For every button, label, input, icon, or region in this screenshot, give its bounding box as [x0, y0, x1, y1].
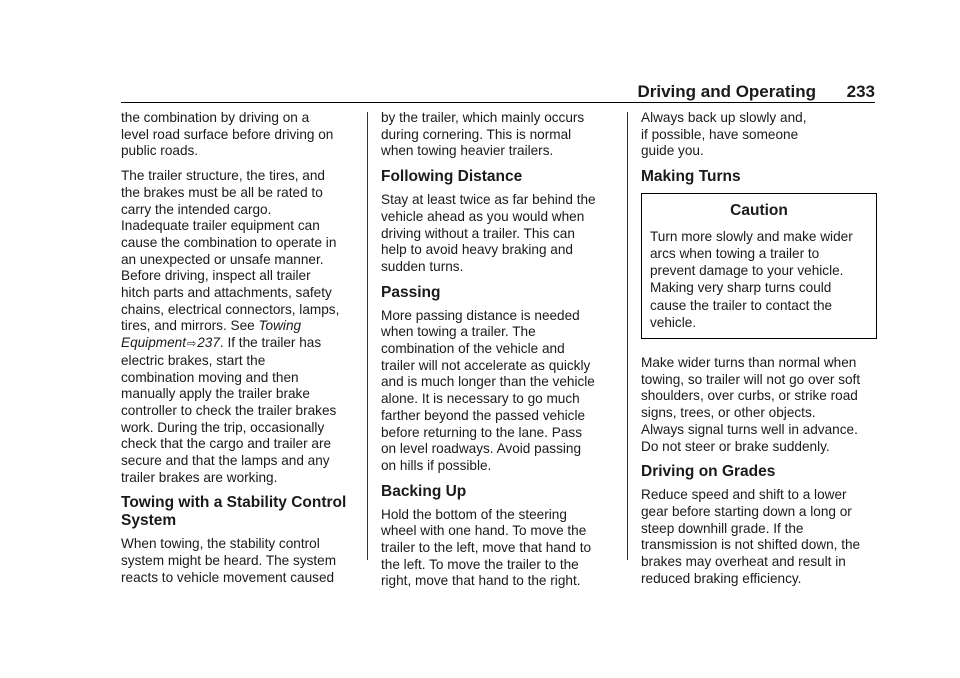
column-divider-1: [367, 112, 368, 560]
text-line: trailer will not accelerate as quickly: [381, 357, 591, 373]
text-line: transmission is not shifted down, the: [641, 537, 861, 553]
paragraph-making-turns: [641, 355, 877, 455]
xref-towing-equipment-link-cont[interactable]: Equipment: [121, 335, 186, 351]
text-line: level road surface before driving on: [121, 126, 334, 142]
column-3: [641, 110, 877, 595]
heading-line: System: [121, 512, 177, 530]
text-line: alone. It is necessary to go much: [381, 391, 580, 407]
text-line: When towing, the stability control: [121, 536, 320, 552]
xref-lead-text: tires, and mirrors. See: [121, 318, 259, 334]
paragraph-trailer-structure: [121, 168, 357, 486]
text-line: public roads.: [121, 143, 199, 159]
text-line: electric brakes, start the: [121, 352, 266, 368]
page-reference-arrow-icon: ⇨: [187, 338, 197, 351]
text-line: Inadequate trailer equipment can: [121, 218, 320, 234]
text-line: towing, so trailer will not go over soft: [641, 371, 861, 387]
caution-title: Caution: [730, 202, 788, 220]
paragraph-stability-control: [121, 536, 357, 586]
text-line: Hold the bottom of the steering: [381, 506, 567, 522]
text-line: Reduce speed and shift to a lower: [641, 487, 847, 503]
text-line: cause the trailer to contact the: [650, 297, 833, 313]
text-line: reacts to vehicle movement caused: [121, 569, 335, 585]
heading-making-turns: Making Turns: [641, 168, 741, 186]
xref-trail-text: . If the trailer has: [219, 335, 322, 351]
text-line: before returning to the lane. Pass: [381, 424, 583, 440]
text-line: by the trailer, which mainly occurs: [381, 110, 585, 125]
text-line: combination moving and then: [121, 369, 299, 385]
text-line: driving without a trailer. This can: [381, 225, 575, 241]
text-line: steep downhill grade. If the: [641, 520, 804, 536]
text-line: an unexpected or unsafe manner.: [121, 251, 324, 267]
column-divider-2: [627, 112, 628, 560]
text-line: if possible, have someone: [641, 126, 799, 142]
paragraph-stability-cont: [381, 110, 617, 160]
text-line: sudden turns.: [381, 258, 464, 274]
text-line: cause the combination to operate in: [121, 234, 337, 250]
text-line: gear before starting down a long or: [641, 503, 852, 519]
text-line: combination of the vehicle and: [381, 341, 565, 357]
heading-line: Towing with a Stability Control: [121, 494, 347, 512]
text-line: on level roadways. Avoid passing: [381, 441, 582, 457]
text-line: the left. To move the trailer to the: [381, 556, 579, 572]
text-line: prevent damage to your vehicle.: [650, 263, 844, 279]
text-line: on hills if possible.: [381, 457, 492, 473]
text-line: controller to check the trailer brakes: [121, 402, 337, 418]
paragraph-passing: [381, 308, 617, 475]
text-line: the combination by driving on a: [121, 110, 310, 125]
heading-passing: Passing: [381, 283, 441, 301]
text-line: Always back up slowly and,: [641, 110, 807, 125]
text-line: shoulders, over curbs, or strike road: [641, 388, 858, 404]
paragraph-following-distance: [381, 192, 617, 276]
text-line: trailer to the left, move that hand to: [381, 540, 592, 556]
xref-page-number[interactable]: 237: [197, 335, 220, 351]
heading-backing-up: Backing Up: [381, 482, 467, 500]
text-line: when towing heavier trailers.: [381, 143, 554, 159]
text-line: Turn more slowly and make wider: [650, 228, 853, 244]
heading-following-distance: Following Distance: [381, 168, 523, 186]
text-line: guide you.: [641, 143, 704, 159]
header-rule: [121, 102, 875, 103]
text-line: More passing distance is needed: [381, 307, 580, 323]
text-line: Before driving, inspect all trailer: [121, 268, 311, 284]
text-line: wheel with one hand. To move the: [381, 523, 587, 539]
text-line: right, move that hand to the right.: [381, 573, 581, 589]
text-line: Do not steer or brake suddenly.: [641, 438, 830, 454]
text-line: work. During the trip, occasionally: [121, 419, 325, 435]
heading-driving-on-grades: Driving on Grades: [641, 463, 776, 481]
text-line: arcs when towing a trailer to: [650, 246, 820, 262]
column-1: [121, 110, 357, 595]
text-line: and is much longer than the vehicle: [381, 374, 595, 390]
text-line: during cornering. This is normal: [381, 126, 572, 142]
paragraph-backing-cont: [641, 110, 877, 160]
text-line: farther beyond the passed vehicle: [381, 407, 586, 423]
text-line: [121, 335, 357, 353]
text-line: when towing a trailer. The: [381, 324, 536, 340]
paragraph-driving-on-grades: [641, 487, 877, 587]
text-line: chains, electrical connectors, lamps,: [121, 301, 340, 317]
text-line: hitch parts and attachments, safety: [121, 285, 332, 301]
section-title: Driving and Operating: [637, 82, 816, 101]
text-line: [121, 318, 357, 335]
text-line: carry the intended cargo.: [121, 201, 272, 217]
text-line: Making very sharp turns could: [650, 280, 832, 296]
text-line: check that the cargo and trailer are: [121, 436, 332, 452]
caution-body: [650, 228, 868, 331]
paragraph-combination-test: [121, 110, 357, 160]
text-line: reduced braking efficiency.: [641, 570, 802, 586]
text-line: help to avoid heavy braking and: [381, 242, 573, 258]
column-2: [381, 110, 617, 598]
text-line: system might be heard. The system: [121, 553, 337, 569]
text-line: The trailer structure, the tires, and: [121, 168, 325, 184]
text-line: Make wider turns than normal when: [641, 355, 857, 371]
text-line: vehicle ahead as you would when: [381, 208, 585, 224]
text-line: signs, trees, or other objects.: [641, 405, 816, 421]
text-line: manually apply the trailer brake: [121, 386, 310, 402]
text-line: Stay at least twice as far behind the: [381, 192, 596, 208]
text-line: vehicle.: [650, 314, 697, 330]
page-number: 233: [846, 82, 875, 101]
text-line: brakes may overheat and result in: [641, 554, 846, 570]
text-line: the brakes must be all be rated to: [121, 184, 323, 200]
xref-towing-equipment-link[interactable]: Towing: [258, 318, 302, 334]
text-line: Always signal turns well in advance.: [641, 421, 858, 437]
text-line: secure and that the lamps and any: [121, 453, 330, 469]
paragraph-backing-up: [381, 507, 617, 591]
heading-towing-stability-control: [121, 494, 357, 530]
caution-box: [641, 193, 877, 339]
text-line: trailer brakes are working.: [121, 469, 278, 485]
page-header: [121, 82, 875, 104]
